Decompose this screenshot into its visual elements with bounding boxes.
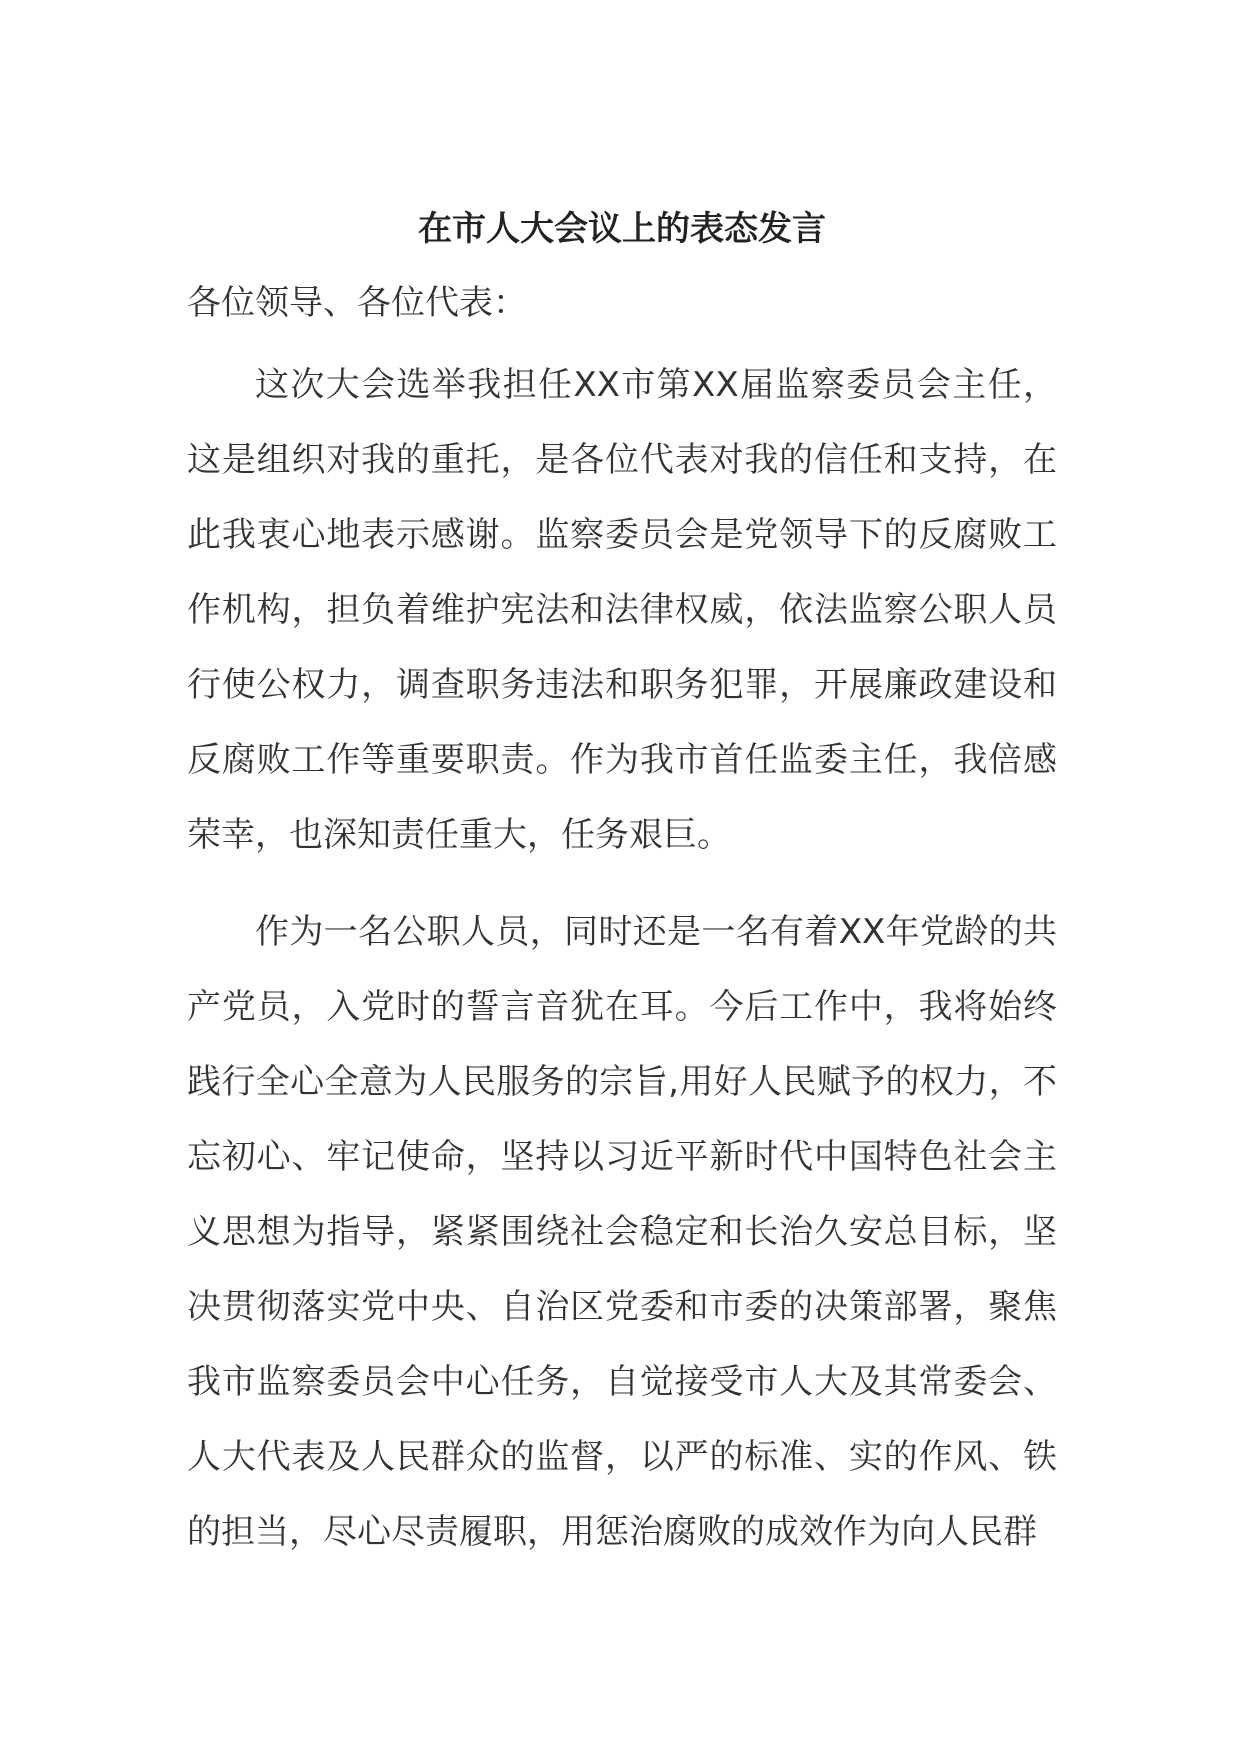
document-page xyxy=(187,200,1057,1592)
salutation: 各位领导、各位代表： xyxy=(187,283,527,323)
document-title: 在市人大会议上的表态发言 xyxy=(418,209,826,249)
paragraph-2: 作为一名公职人员，同时还是一名有着XX年党龄的共产党员，入党时的誓言音犹在耳。今后工作中，我将始终践行全心全意为人民服务的宗旨,用好人民赋予的权力，不忘初心、牢记使命，坚持以习近平新时代中国特色社会主义思想为指导，紧紧围绕社会稳定和长治久安总目标，坚决贯彻落实党中央、自治区党委和市委的决策部署，聚焦我市监察委员会中心任务，自觉接受市人大及其常委会、人大代表及人民群众的监督，以严的标准、实的作风、铁的担当，尽心尽责履职，用惩治腐败的成效作为向人民群 xyxy=(187,912,1057,1552)
paragraph-1: 这次大会选举我担任XX市第XX届监察委员会主任，这是组织对我的重托，是各位代表对我的信任和支持，在此我衷心地表示感谢。监察委员会是党领导下的反腐败工作机构，担负着维护宪法和法律权威，依法监察公职人员行使公权力，调查职务违法和职务犯罪，开展廉政建设和反腐败工作等重要职责。作为我市首任监委主任，我倍感荣幸，也深知责任重大，任务艰巨。 xyxy=(187,365,1057,855)
